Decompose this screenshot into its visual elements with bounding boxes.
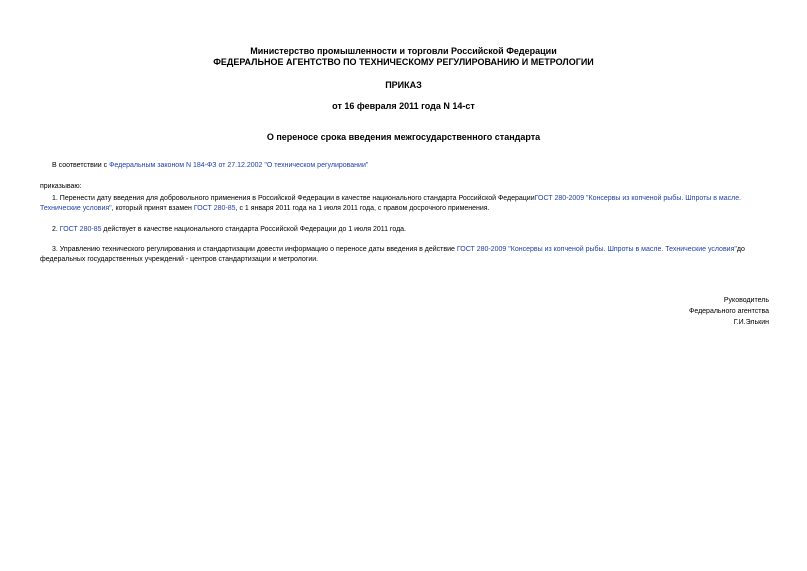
paragraph-3-line1 <box>52 245 745 255</box>
gost-280-2009-link-3[interactable]: ГОСТ 280-2009 "Консервы из копченой рыбы. Шпроты в масле. Технические условия" <box>456 246 737 253</box>
paragraph-1-line1 <box>52 194 741 204</box>
paragraph-1-text: 1. Перенести дату введения для добровольного применения в Российской Федерации в качестве национального стандарта Российской Федерации <box>52 195 535 202</box>
gost-280-2009-link[interactable]: ГОСТ 280-2009 "Консервы из копченой рыбы. Шпроты в масле. <box>534 195 742 202</box>
paragraph-1-text2: , который принят взамен <box>111 205 194 212</box>
federal-law-link[interactable]: Федеральным законом N 184-ФЗ от 27.12.2002 "О техническом регулировании" <box>109 162 369 169</box>
doc-subject: О переносе срока введения межгосударственного стандарта <box>266 132 541 142</box>
gost-280-85-link-2[interactable]: ГОСТ 280-85 <box>59 226 102 233</box>
paragraph-1-line2 <box>40 204 490 214</box>
paragraph-3-text2: до <box>736 246 745 253</box>
intro-text: В соответствии с <box>52 162 110 169</box>
intro-paragraph <box>52 161 368 171</box>
paragraph-3-line2: федеральных государственных учреждений - центров стандартизации и метрологии. <box>40 256 319 263</box>
paragraph-3-text: 3. Управлению технического регулирования и стандартизации довести информацию о переносе даты введения в действие <box>52 246 457 253</box>
gost-280-85-link[interactable]: ГОСТ 280-85 <box>193 205 236 212</box>
gost-280-2009-link-cont[interactable]: Технические условия" <box>40 205 112 212</box>
signature-name: Г.И.Элькин <box>733 319 769 326</box>
ministry-title: Министерство промышленности и торговли Российской Федерации <box>250 46 557 56</box>
signature-title: Руководитель <box>723 297 769 304</box>
agency-title: ФЕДЕРАЛЬНОЕ АГЕНТСТВО ПО ТЕХНИЧЕСКОМУ РЕГУЛИРОВАНИЮ И МЕТРОЛОГИИ <box>213 57 594 67</box>
paragraph-1-text3: , с 1 января 2011 года на 1 июля 2011 года, с правом досрочного применения. <box>235 205 490 212</box>
doc-date: от 16 февраля 2011 года N 14-ст <box>332 101 475 111</box>
doc-type: ПРИКАЗ <box>385 80 422 90</box>
paragraph-2 <box>52 225 406 235</box>
paragraph-2-num: 2. <box>52 226 60 233</box>
signature-agency: Федерального агентства <box>689 308 769 315</box>
order-word: приказываю: <box>40 183 82 190</box>
paragraph-2-text: действует в качестве национального стандарта Российской Федерации до 1 июля 2011 года. <box>101 226 406 233</box>
